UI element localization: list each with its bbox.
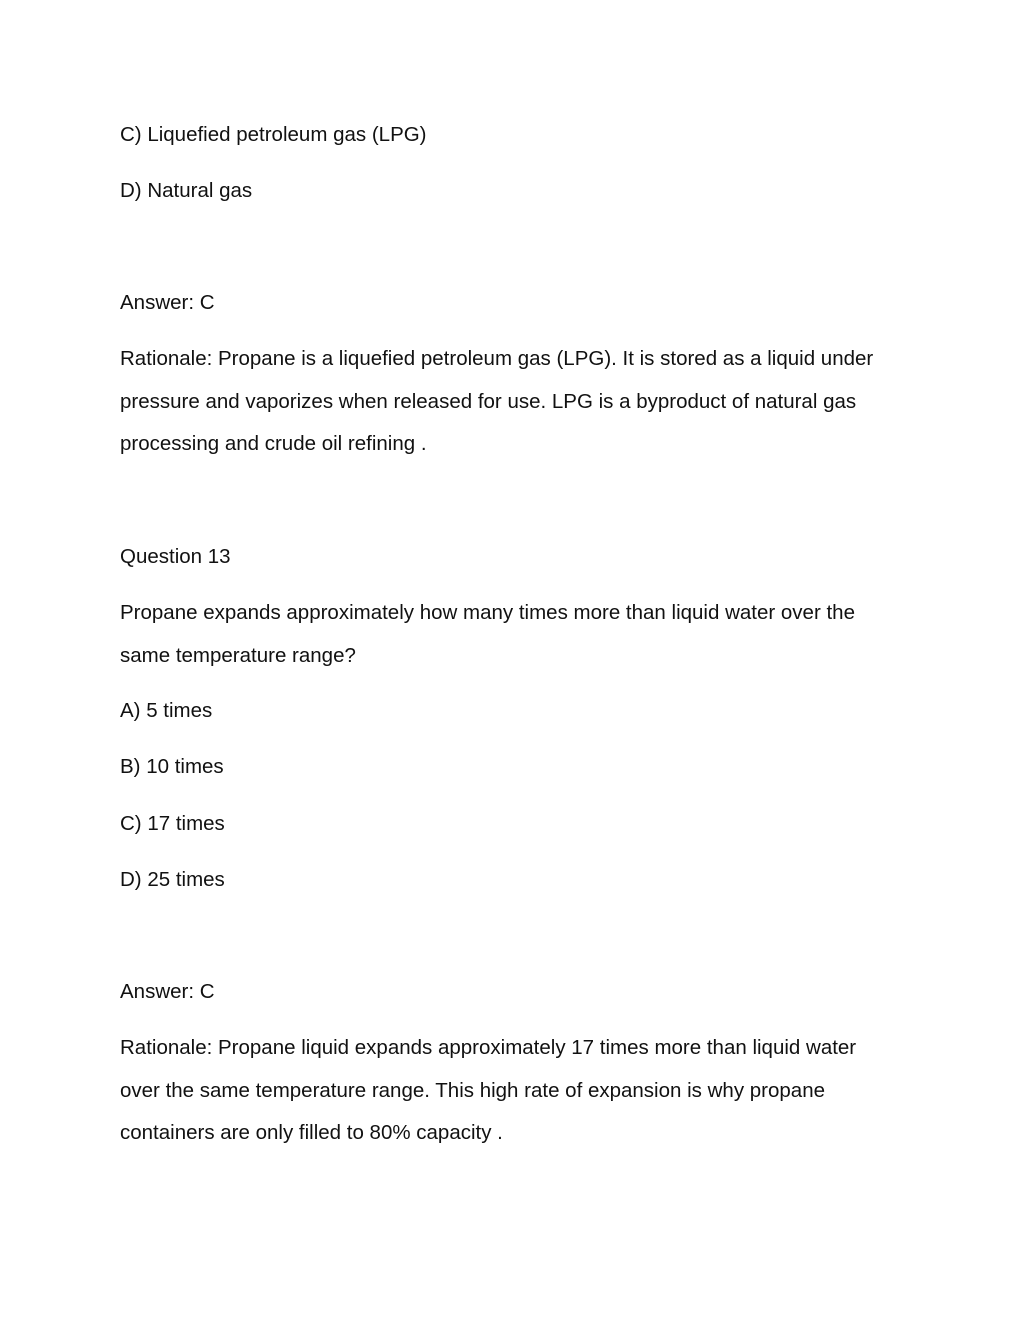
rationale-line: Rationale: Propane is a liquefied petroleum gas (LPG). It is stored as a liquid under	[120, 347, 874, 370]
rationale-line: containers are only filled to 80% capacity .	[120, 1121, 503, 1144]
question-prompt-line: same temperature range?	[120, 644, 356, 667]
option-c: C) 17 times	[120, 812, 225, 835]
option-b: B) 10 times	[120, 755, 224, 778]
question-prompt-line: Propane expands approximately how many times more than liquid water over the	[120, 601, 855, 624]
answer-label: Answer: C	[120, 980, 215, 1003]
rationale-line: over the same temperature range. This high rate of expansion is why propane	[120, 1079, 825, 1102]
rationale-line: Rationale: Propane liquid expands approximately 17 times more than liquid water	[120, 1036, 857, 1059]
rationale-line: processing and crude oil refining .	[120, 432, 427, 455]
question-heading: Question 13	[120, 545, 231, 568]
option-d: D) 25 times	[120, 868, 225, 891]
option-d: D) Natural gas	[120, 179, 253, 202]
option-a: A) 5 times	[120, 699, 213, 722]
rationale-line: pressure and vaporizes when released for use. LPG is a byproduct of natural gas	[120, 390, 857, 413]
answer-label: Answer: C	[120, 291, 215, 314]
option-c: C) Liquefied petroleum gas (LPG)	[120, 123, 427, 146]
